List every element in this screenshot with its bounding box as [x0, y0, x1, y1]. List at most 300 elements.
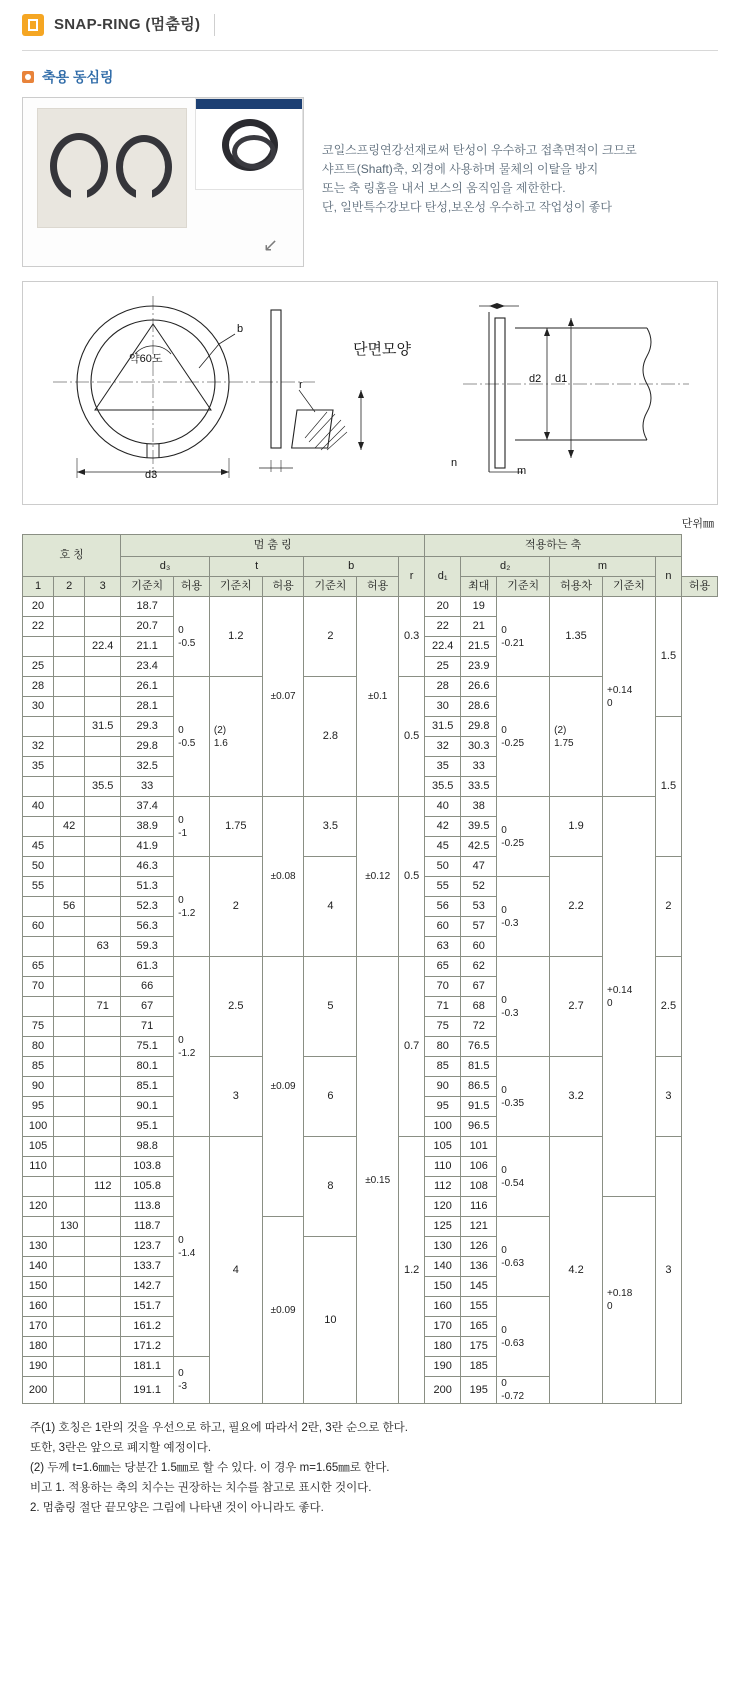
label-d3: d3 — [145, 469, 158, 481]
cell-d1: 80 — [425, 1037, 461, 1057]
product-photo-box — [22, 97, 304, 267]
cell-m-tol: +0.14 0 — [602, 797, 655, 1197]
cell-d2-base: 101 — [461, 1137, 497, 1157]
cell-size-col1: 50 — [23, 857, 54, 877]
th-m: m — [550, 557, 656, 577]
th-d3: d₃ — [121, 557, 210, 577]
cell-t-tol: ±0.07 — [262, 597, 304, 797]
th-t-base: 기준치 — [209, 577, 262, 597]
cell-d2-tol: 0 -0.35 — [497, 1057, 550, 1137]
cell-d3-base: 75.1 — [121, 1037, 174, 1057]
cell-size-col2: 42 — [54, 817, 85, 837]
cell-size-col1: 35 — [23, 757, 54, 777]
cell-d2-base: 72 — [461, 1017, 497, 1037]
th-t-tol: 허용 — [262, 577, 304, 597]
cell-b-base: 3.5 — [304, 797, 357, 857]
cell-size-col1 — [23, 897, 54, 917]
document-icon — [22, 14, 44, 36]
cell-d1: 45 — [425, 837, 461, 857]
description-line-4: 단, 일반특수강보다 탄성,보온성 우수하고 작업성이 좋다 — [322, 200, 612, 214]
cell-size-col2 — [54, 1157, 85, 1177]
cell-size-col2 — [54, 1057, 85, 1077]
cell-t-base: 2.5 — [209, 957, 262, 1057]
cell-d3-base: 29.8 — [121, 737, 174, 757]
cell-t-tol: ±0.08 — [262, 797, 304, 957]
cell-d1: 112 — [425, 1177, 461, 1197]
cell-size-col1: 140 — [23, 1257, 54, 1277]
cell-d2-base: 57 — [461, 917, 497, 937]
th-col-2: 2 — [54, 577, 85, 597]
cell-d1: 28 — [425, 677, 461, 697]
cell-size-col3 — [85, 1237, 121, 1257]
cell-size-col2 — [54, 677, 85, 697]
cell-d1: 30 — [425, 697, 461, 717]
cell-size-col1: 200 — [23, 1377, 54, 1404]
cell-b-base: 6 — [304, 1057, 357, 1137]
cell-t-base: (2) 1.6 — [209, 677, 262, 797]
cell-d3-base: 26.1 — [121, 677, 174, 697]
th-b-tol: 허용 — [357, 577, 399, 597]
cell-d2-tol: 0 -0.25 — [497, 797, 550, 877]
cell-d3-base: 151.7 — [121, 1297, 174, 1317]
cell-size-col2 — [54, 637, 85, 657]
label-angle: 약60도 — [129, 353, 163, 365]
cell-d2-base: 121 — [461, 1217, 497, 1237]
cell-size-col3: 63 — [85, 937, 121, 957]
cell-d3-base: 171.2 — [121, 1337, 174, 1357]
drawing-svg — [23, 282, 717, 504]
cell-d1: 20 — [425, 597, 461, 617]
th-m-tol: 허용 — [682, 577, 718, 597]
cell-size-col2: 130 — [54, 1217, 85, 1237]
cell-size-col3 — [85, 957, 121, 977]
cell-n-min: 1.5 — [655, 597, 681, 717]
cell-size-col1: 95 — [23, 1097, 54, 1117]
cell-d3-tol: 0 -1 — [174, 797, 210, 857]
cell-size-col1: 20 — [23, 597, 54, 617]
header-divider — [22, 50, 718, 51]
th-d3-tol: 허용 — [174, 577, 210, 597]
cell-d2-base: 67 — [461, 977, 497, 997]
cell-d2-base: 175 — [461, 1337, 497, 1357]
cell-size-col1: 45 — [23, 837, 54, 857]
cell-n-min: 2.5 — [655, 957, 681, 1057]
cell-size-col2 — [54, 797, 85, 817]
description-line-1: 코일스프링연강선재로써 탄성이 우수하고 접촉면적이 크므로 — [322, 143, 637, 157]
cell-d1: 150 — [425, 1277, 461, 1297]
cell-d2-base: 60 — [461, 937, 497, 957]
cell-size-col3 — [85, 677, 121, 697]
cell-d2-base: 62 — [461, 957, 497, 977]
cell-d3-tol: 0 -1.2 — [174, 857, 210, 957]
cell-size-col2 — [54, 617, 85, 637]
cell-size-col2 — [54, 1197, 85, 1217]
cell-size-col2: 56 — [54, 897, 85, 917]
cell-d2-base: 21.5 — [461, 637, 497, 657]
cell-d3-base: 38.9 — [121, 817, 174, 837]
cell-d3-base: 59.3 — [121, 937, 174, 957]
cell-d1: 40 — [425, 797, 461, 817]
cell-d3-base: 51.3 — [121, 877, 174, 897]
cell-d1: 95 — [425, 1097, 461, 1117]
cell-d1: 75 — [425, 1017, 461, 1037]
cell-d2-tol: 0 -0.54 — [497, 1137, 550, 1217]
cell-d2-tol: 0 -0.63 — [497, 1297, 550, 1377]
cell-size-col2 — [54, 657, 85, 677]
cell-d1: 65 — [425, 957, 461, 977]
cell-size-col1: 55 — [23, 877, 54, 897]
cell-d1: 130 — [425, 1237, 461, 1257]
cell-size-col2 — [54, 777, 85, 797]
cell-d3-base: 56.3 — [121, 917, 174, 937]
cell-r-max: 0.5 — [399, 677, 425, 797]
cell-size-col2 — [54, 1017, 85, 1037]
cell-size-col3 — [85, 1317, 121, 1337]
cell-m-base: 3.2 — [550, 1057, 603, 1137]
snap-ring-photo — [37, 108, 187, 228]
table-head — [23, 535, 718, 597]
cell-m-base: 2.2 — [550, 857, 603, 957]
description-line-2: 샤프트(Shaft)축, 외경에 사용하며 물체의 이탈을 방지 — [322, 162, 599, 176]
cell-size-col1 — [23, 817, 54, 837]
cell-size-col2 — [54, 1337, 85, 1357]
table-row — [23, 797, 718, 817]
cell-d2-base: 185 — [461, 1357, 497, 1377]
cell-d3-base: 85.1 — [121, 1077, 174, 1097]
cell-d3-base: 18.7 — [121, 597, 174, 617]
cell-d1: 180 — [425, 1337, 461, 1357]
cell-b-tol: ±0.15 — [357, 957, 399, 1404]
cell-size-col1 — [23, 637, 54, 657]
cell-d2-tol: 0 -0.3 — [497, 957, 550, 1057]
cell-size-col2 — [54, 1097, 85, 1117]
cell-d3-base: 118.7 — [121, 1217, 174, 1237]
cell-t-base: 2 — [209, 857, 262, 957]
page-header — [0, 0, 740, 44]
section-title-label: 축용 동심링 — [42, 69, 114, 85]
cell-d3-base: 181.1 — [121, 1357, 174, 1377]
cell-d3-base: 67 — [121, 997, 174, 1017]
cell-size-col1: 190 — [23, 1357, 54, 1377]
cell-size-col1: 120 — [23, 1197, 54, 1217]
th-d2-base: 기준치 — [497, 577, 550, 597]
cell-size-col3: 71 — [85, 997, 121, 1017]
cell-d2-tol: 0 -0.21 — [497, 597, 550, 677]
cell-d2-base: 86.5 — [461, 1077, 497, 1097]
cell-size-col2 — [54, 857, 85, 877]
cell-n-min: 3 — [655, 1057, 681, 1137]
cell-d3-tol: 0 -0.5 — [174, 677, 210, 797]
cell-t-tol: ±0.09 — [262, 957, 304, 1217]
cell-n-min: 3 — [655, 1137, 681, 1404]
unit-suffix: ㎜ — [703, 518, 714, 530]
cell-d1: 71 — [425, 997, 461, 1017]
cell-d1: 140 — [425, 1257, 461, 1277]
cell-d2-base: 30.3 — [461, 737, 497, 757]
th-col-3: 3 — [85, 577, 121, 597]
cell-d2-base: 26.6 — [461, 677, 497, 697]
cell-d3-base: 23.4 — [121, 657, 174, 677]
cell-t-tol: ±0.09 — [262, 1217, 304, 1404]
cell-d3-base: 113.8 — [121, 1197, 174, 1217]
cell-d2-base: 106 — [461, 1157, 497, 1177]
cell-size-col1: 28 — [23, 677, 54, 697]
cell-size-col2 — [54, 1117, 85, 1137]
cell-size-col2 — [54, 997, 85, 1017]
cell-size-col3 — [85, 1017, 121, 1037]
cell-d3-base: 80.1 — [121, 1057, 174, 1077]
cell-m-base: 4.2 — [550, 1137, 603, 1404]
cell-size-col1 — [23, 997, 54, 1017]
cell-size-col3 — [85, 1077, 121, 1097]
cell-d2-base: 108 — [461, 1177, 497, 1197]
label-n: n — [451, 457, 458, 469]
th-d2-tol: 허용차 — [550, 577, 603, 597]
cell-d1: 25 — [425, 657, 461, 677]
cell-d3-tol: 0 -0.5 — [174, 597, 210, 677]
cell-size-col1: 130 — [23, 1237, 54, 1257]
cell-size-col2 — [54, 1237, 85, 1257]
th-d1: d₁ — [425, 557, 461, 597]
cell-size-col1: 180 — [23, 1337, 54, 1357]
cell-d1: 35 — [425, 757, 461, 777]
cell-d2-base: 19 — [461, 597, 497, 617]
cell-m-tol: +0.18 0 — [602, 1197, 655, 1404]
cell-size-col3 — [85, 757, 121, 777]
cell-size-col2 — [54, 757, 85, 777]
cell-size-col3 — [85, 1337, 121, 1357]
cell-size-col1: 25 — [23, 657, 54, 677]
cell-size-col2 — [54, 957, 85, 977]
cell-size-col3 — [85, 657, 121, 677]
cell-size-col2 — [54, 597, 85, 617]
cell-t-base: 4 — [209, 1137, 262, 1404]
th-r: r — [399, 557, 425, 597]
cell-d2-tol: 0 -0.63 — [497, 1217, 550, 1297]
cell-size-col3 — [85, 617, 121, 637]
cell-size-col3 — [85, 1137, 121, 1157]
cell-d3-base: 20.7 — [121, 617, 174, 637]
cell-d2-base: 33 — [461, 757, 497, 777]
cell-size-col1: 32 — [23, 737, 54, 757]
cell-b-base: 4 — [304, 857, 357, 957]
cell-d2-base: 42.5 — [461, 837, 497, 857]
cell-d2-tol: 0 -0.72 — [497, 1377, 550, 1404]
cell-size-col1 — [23, 1177, 54, 1197]
cell-d2-tol: 0 -0.25 — [497, 677, 550, 797]
cell-size-col1: 90 — [23, 1077, 54, 1097]
cell-d3-base: 103.8 — [121, 1157, 174, 1177]
footnote-1: 주(1) 호칭은 1란의 것을 우선으로 하고, 필요에 따라서 2란, 3란 순으로 한다. — [30, 1422, 408, 1434]
cell-size-col3 — [85, 1257, 121, 1277]
cell-size-col1: 30 — [23, 697, 54, 717]
cell-size-col1 — [23, 937, 54, 957]
cell-size-col3 — [85, 837, 121, 857]
cell-n-min: 1.5 — [655, 717, 681, 857]
cell-d1: 85 — [425, 1057, 461, 1077]
cell-d2-base: 96.5 — [461, 1117, 497, 1137]
product-description — [322, 97, 637, 217]
cell-b-base: 2 — [304, 597, 357, 677]
cell-size-col3 — [85, 1157, 121, 1177]
cell-d2-base: 165 — [461, 1317, 497, 1337]
cell-size-col2 — [54, 1037, 85, 1057]
th-group-size: 호 칭 — [23, 535, 121, 577]
arrow-icon: ↙ — [263, 235, 279, 255]
cell-size-col2 — [54, 837, 85, 857]
label-d1: d1 — [555, 373, 568, 385]
cell-size-col3 — [85, 897, 121, 917]
cell-d3-base: 105.8 — [121, 1177, 174, 1197]
ring-shape-left — [50, 133, 108, 199]
cell-d1: 55 — [425, 877, 461, 897]
cell-d2-base: 81.5 — [461, 1057, 497, 1077]
cell-d2-base: 39.5 — [461, 817, 497, 837]
cell-size-col1: 70 — [23, 977, 54, 997]
cell-d1: 60 — [425, 917, 461, 937]
cell-size-col3 — [85, 1097, 121, 1117]
cell-d1: 56 — [425, 897, 461, 917]
cell-d3-base: 33 — [121, 777, 174, 797]
photo-banner — [196, 99, 302, 109]
cell-d2-base: 29.8 — [461, 717, 497, 737]
cell-b-base: 2.8 — [304, 677, 357, 797]
cell-t-base: 1.2 — [209, 597, 262, 677]
cell-r-max: 1.2 — [399, 1137, 425, 1404]
cell-d2-base: 68 — [461, 997, 497, 1017]
cell-size-col2 — [54, 1297, 85, 1317]
cell-d1: 170 — [425, 1317, 461, 1337]
cell-size-col1: 170 — [23, 1317, 54, 1337]
cell-r-max: 0.5 — [399, 797, 425, 957]
cell-d3-tol: 0 -3 — [174, 1357, 210, 1404]
cell-size-col3: 22.4 — [85, 637, 121, 657]
cell-d1: 50 — [425, 857, 461, 877]
cell-size-col1: 60 — [23, 917, 54, 937]
cell-size-col3 — [85, 797, 121, 817]
cell-d1: 120 — [425, 1197, 461, 1217]
cell-size-col2 — [54, 1177, 85, 1197]
cell-d3-base: 32.5 — [121, 757, 174, 777]
cell-size-col3 — [85, 977, 121, 997]
th-d3-base: 기준치 — [121, 577, 174, 597]
section-heading — [22, 67, 740, 87]
cell-r-max: 0.7 — [399, 957, 425, 1137]
cell-d2-base: 91.5 — [461, 1097, 497, 1117]
spec-table — [22, 534, 718, 1404]
cell-size-col1: 100 — [23, 1117, 54, 1137]
cell-size-col3 — [85, 877, 121, 897]
cell-d3-tol: 0 -1.2 — [174, 957, 210, 1137]
cell-size-col1: 80 — [23, 1037, 54, 1057]
cell-size-col3 — [85, 597, 121, 617]
cell-d3-base: 61.3 — [121, 957, 174, 977]
th-d2: d₂ — [461, 557, 550, 577]
cell-size-col3 — [85, 737, 121, 757]
footnote-4: 비고 1. 적용하는 축의 치수는 권장하는 치수를 참고로 표시한 것이다. — [30, 1482, 372, 1494]
cell-d3-base: 46.3 — [121, 857, 174, 877]
cell-t-base: 3 — [209, 1057, 262, 1137]
cell-m-base: 1.9 — [550, 797, 603, 857]
cell-size-col3 — [85, 917, 121, 937]
cell-d3-tol: 0 -1.4 — [174, 1137, 210, 1357]
cell-size-col3 — [85, 857, 121, 877]
cell-n-min: 2 — [655, 857, 681, 957]
cell-size-col3: 31.5 — [85, 717, 121, 737]
table-row — [23, 597, 718, 617]
cell-size-col3 — [85, 1197, 121, 1217]
cell-size-col2 — [54, 1377, 85, 1404]
cell-d3-base: 28.1 — [121, 697, 174, 717]
cell-r-max: 0.3 — [399, 597, 425, 677]
cell-d1: 100 — [425, 1117, 461, 1137]
cell-d1: 22.4 — [425, 637, 461, 657]
label-b: b — [237, 323, 244, 335]
cell-d1: 31.5 — [425, 717, 461, 737]
cell-size-col3 — [85, 817, 121, 837]
th-group-shaft: 적용하는 축 — [425, 535, 682, 557]
footnote-2: 또한, 3란은 앞으로 폐지할 예정이다. — [30, 1442, 212, 1454]
cell-d3-base: 71 — [121, 1017, 174, 1037]
cell-d3-base: 161.2 — [121, 1317, 174, 1337]
cell-d3-base: 191.1 — [121, 1377, 174, 1404]
cell-m-base: (2) 1.75 — [550, 677, 603, 797]
unit-label — [0, 515, 714, 531]
cell-b-base: 5 — [304, 957, 357, 1057]
cell-d2-tol: 0 -0.3 — [497, 877, 550, 957]
cell-d2-base: 155 — [461, 1297, 497, 1317]
label-m: m — [517, 465, 527, 477]
footnote-5: 2. 멈춤링 절단 끝모양은 그림에 나타낸 것이 아니라도 좋다. — [30, 1502, 324, 1514]
cell-d2-base: 38 — [461, 797, 497, 817]
cell-size-col1: 85 — [23, 1057, 54, 1077]
cell-d1: 42 — [425, 817, 461, 837]
cell-d3-base: 41.9 — [121, 837, 174, 857]
cell-d3-base: 98.8 — [121, 1137, 174, 1157]
cell-size-col2 — [54, 1277, 85, 1297]
cell-m-tol: +0.14 0 — [602, 597, 655, 797]
cell-size-col2 — [54, 697, 85, 717]
cell-b-tol: ±0.12 — [357, 797, 399, 957]
cell-d2-base: 47 — [461, 857, 497, 877]
cell-size-col1 — [23, 777, 54, 797]
cell-d3-base: 90.1 — [121, 1097, 174, 1117]
cell-d2-base: 52 — [461, 877, 497, 897]
cell-size-col1 — [23, 1217, 54, 1237]
cell-d1: 125 — [425, 1217, 461, 1237]
cell-b-base: 10 — [304, 1237, 357, 1404]
cell-d3-base: 95.1 — [121, 1117, 174, 1137]
cell-d1: 32 — [425, 737, 461, 757]
cell-size-col3 — [85, 1277, 121, 1297]
description-line-3: 또는 축 링홈을 내서 보스의 움직임을 제한한다. — [322, 181, 566, 195]
th-n: n — [655, 557, 681, 597]
cell-d3-base: 142.7 — [121, 1277, 174, 1297]
cell-d2-base: 28.6 — [461, 697, 497, 717]
cell-d3-base: 66 — [121, 977, 174, 997]
th-b-base: 기준치 — [304, 577, 357, 597]
cell-size-col2 — [54, 977, 85, 997]
cell-size-col3 — [85, 1057, 121, 1077]
cell-size-col3: 112 — [85, 1177, 121, 1197]
label-r: r — [299, 379, 303, 391]
cell-d1: 35.5 — [425, 777, 461, 797]
footnotes — [30, 1418, 710, 1518]
cell-b-tol: ±0.1 — [357, 597, 399, 797]
cell-size-col2 — [54, 937, 85, 957]
cell-d1: 200 — [425, 1377, 461, 1404]
cell-size-col1: 40 — [23, 797, 54, 817]
